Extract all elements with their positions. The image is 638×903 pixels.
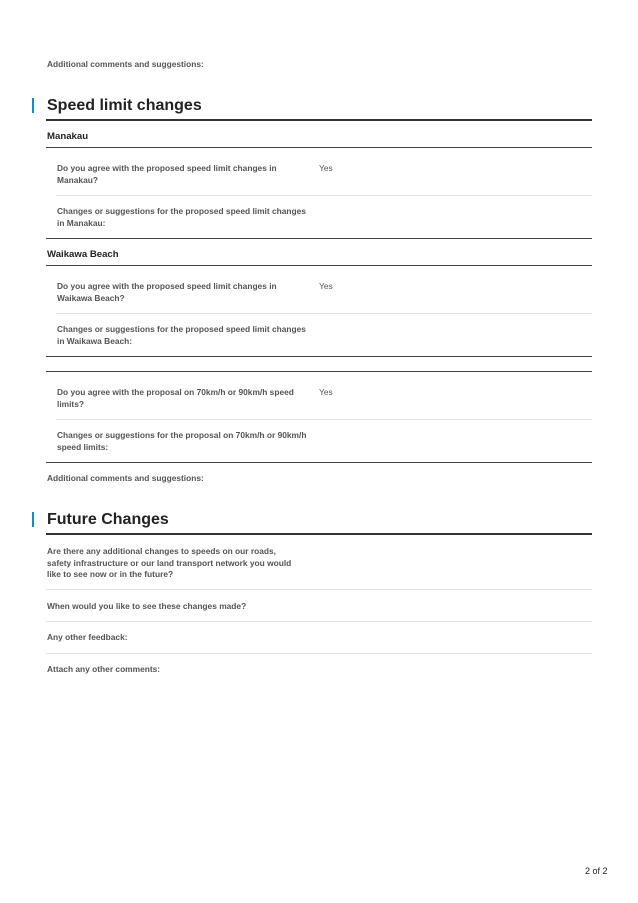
section-rule xyxy=(46,119,592,121)
question-attach-comments: Attach any other comments: xyxy=(47,664,161,674)
section-accent-bar xyxy=(32,512,34,527)
question-changes-general: Changes or suggestions for the proposal on 70km/h or 90km/h speed limits: xyxy=(57,430,307,452)
row-divider xyxy=(56,195,592,196)
additional-comments-label: Additional comments and suggestions: xyxy=(47,473,204,483)
row-divider xyxy=(46,653,592,654)
question-agree-general: Do you agree with the proposal on 70km/h or 90km/h speed limits? xyxy=(57,387,294,409)
subsection-heading-waikawa: Waikawa Beach xyxy=(47,249,119,260)
question-other-feedback: Any other feedback: xyxy=(47,632,128,642)
subsection-rule xyxy=(46,356,592,357)
page-number: 2 of 2 xyxy=(585,866,608,876)
question-agree-waikawa: Do you agree with the proposed speed limit changes in Waikawa Beach? xyxy=(57,281,277,303)
row-divider xyxy=(46,589,592,590)
question-when-changes: When would you like to see these changes made? xyxy=(47,601,247,611)
additional-comments-label: Additional comments and suggestions: xyxy=(47,59,204,69)
answer-agree-manakau: Yes xyxy=(319,163,333,173)
section-accent-bar xyxy=(32,98,34,113)
question-agree-manakau: Do you agree with the proposed speed limit changes in Manakau? xyxy=(57,163,277,185)
subsection-rule xyxy=(46,371,592,372)
question-changes-manakau: Changes or suggestions for the proposed speed limit changes in Manakau: xyxy=(57,206,306,228)
row-divider xyxy=(56,313,592,314)
answer-agree-waikawa: Yes xyxy=(319,281,333,291)
subsection-rule xyxy=(46,238,592,239)
subsection-rule xyxy=(46,462,592,463)
section-rule xyxy=(46,533,592,535)
answer-agree-general: Yes xyxy=(319,387,333,397)
question-additional-changes: Are there any additional changes to speeds on our roads, safety infrastructure or our land transport network you would like to see now or in the future? xyxy=(47,546,292,579)
subsection-rule xyxy=(46,147,592,148)
row-divider xyxy=(46,621,592,622)
subsection-rule xyxy=(46,265,592,266)
row-divider xyxy=(56,419,592,420)
subsection-heading-manakau: Manakau xyxy=(47,131,89,142)
section-title-future-changes: Future Changes xyxy=(47,511,169,528)
section-title-speed-limit: Speed limit changes xyxy=(47,97,202,114)
question-changes-waikawa: Changes or suggestions for the proposed speed limit changes in Waikawa Beach: xyxy=(57,324,306,346)
